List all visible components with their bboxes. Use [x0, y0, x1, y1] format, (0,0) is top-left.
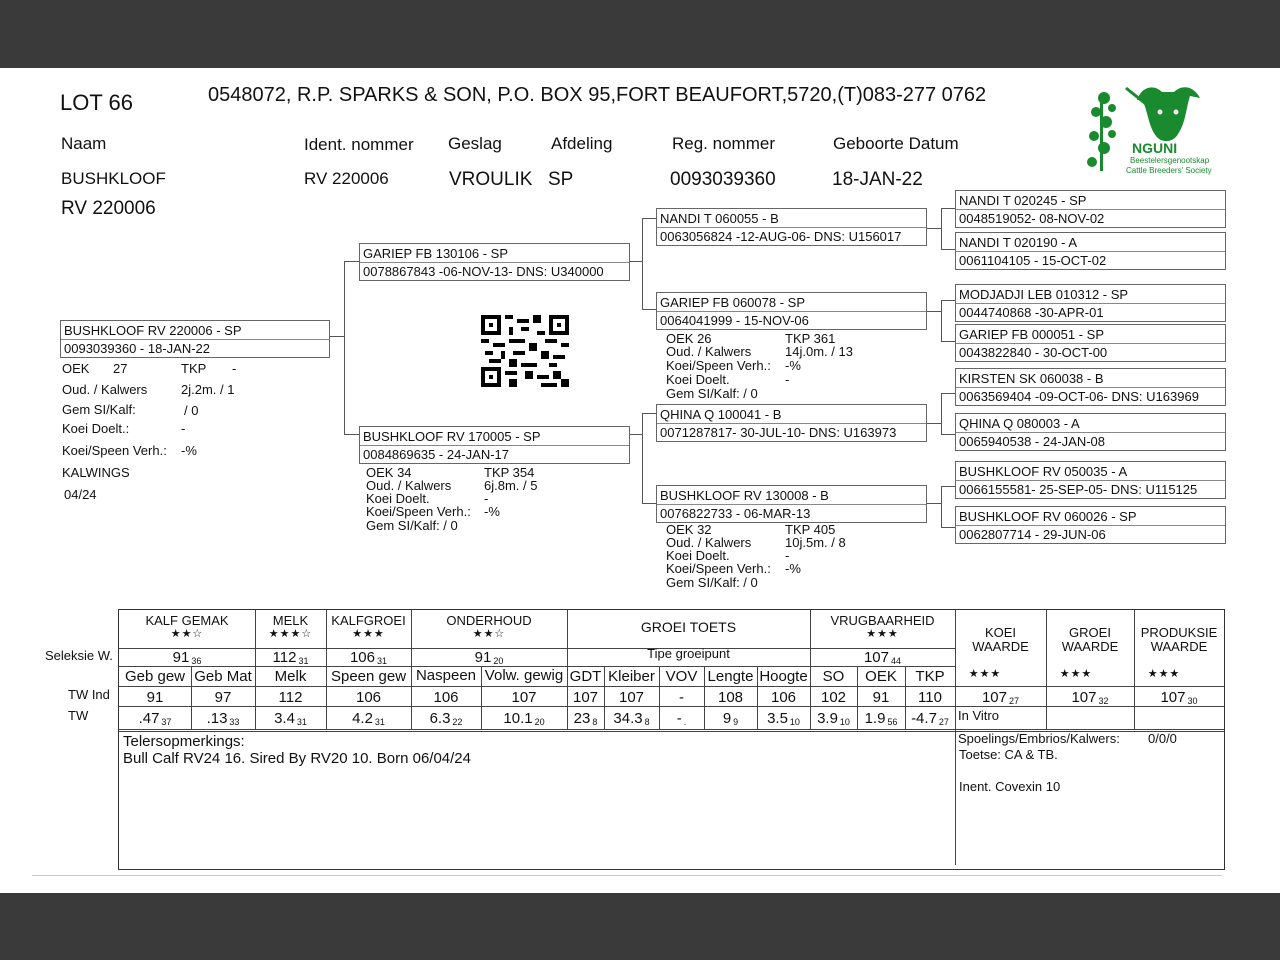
- gg-1-line1: NANDI T 020245 - SP: [959, 193, 1087, 208]
- ds-box: [656, 404, 927, 442]
- produksie-waarde-value: 107 $_{30}$: [1160, 689, 1198, 706]
- label-geslag: Geslag: [448, 134, 502, 153]
- label-naam: Naam: [61, 134, 107, 153]
- lot-number: LOT 66: [60, 90, 133, 115]
- sd-tkp: TKP 361: [785, 331, 836, 346]
- gg-box-5: [955, 368, 1226, 406]
- dam-speen: -%: [484, 504, 500, 519]
- dam-koei-label: Koei Doelt.: [366, 491, 430, 506]
- col-gdt: GDT: [569, 668, 602, 685]
- tw-10: 3.5 $_{10}$: [767, 710, 800, 727]
- twind-12: 91: [872, 689, 890, 706]
- col-tkp: TKP: [915, 668, 945, 685]
- gg-2-line1: NANDI T 020190 - A: [959, 235, 1078, 250]
- dam-oud-label: Oud. / Kalwers: [366, 478, 452, 493]
- twind-3: 106: [355, 689, 382, 706]
- value-reg: 0093039360: [670, 169, 776, 190]
- groei-waarde-stars: ★★★: [1059, 668, 1093, 680]
- twind-1: 97: [214, 689, 232, 706]
- hd-vrugbaarheid: VRUGBAARHEID ★★★: [830, 613, 935, 641]
- dd-gem: Gem SI/Kalf: / 0: [666, 575, 758, 590]
- col-vov: VOV: [665, 668, 698, 685]
- animal-oud-label: Oud. / Kalwers: [62, 382, 148, 397]
- tw-7: 34.3 $_8$: [613, 710, 650, 727]
- tw-8: - $_.$: [676, 710, 687, 727]
- gg-box-2: [955, 232, 1226, 270]
- col-melk: Melk: [274, 668, 307, 685]
- produksie-waarde-stars: ★★★: [1147, 668, 1181, 680]
- animal-oek: 27: [113, 361, 128, 376]
- tw-11: 3.9 $_{10}$: [817, 710, 850, 727]
- koei-waarde-stars: ★★★: [968, 668, 1002, 680]
- notes-text: Bull Calf RV24 16. Sired By RV20 10. Born 06/04/24: [123, 750, 471, 767]
- sel-kalf: 91 $_{36}$: [172, 649, 202, 666]
- tipe-groeipunt: Tipe groeipunt: [647, 646, 730, 661]
- tw-2: 3.4 $_{31}$: [274, 710, 307, 727]
- ss-line1: NANDI T 060055 - B: [660, 211, 779, 226]
- spoel-value: 0/0/0: [1148, 731, 1177, 746]
- gg-7-line1: BUSHKLOOF RV 050035 - A: [959, 464, 1128, 479]
- hd-groei-waarde: GROEI WAARDE: [1061, 625, 1119, 655]
- dam-gem: Gem SI/Kalf: / 0: [366, 518, 458, 533]
- animal-kalwings-label: KALWINGS: [62, 465, 130, 480]
- bottom-dark-band: [0, 893, 1280, 960]
- twind-13: 110: [918, 689, 942, 706]
- animal-line2: 0093039360 - 18-JAN-22: [64, 341, 210, 356]
- gg-box-6: [955, 413, 1226, 451]
- animal-oud: 2j.2m. / 1: [181, 382, 235, 397]
- dam-line2: 0084869635 - 24-JAN-17: [363, 447, 509, 462]
- tw-4: 6.3 $_{22}$: [429, 710, 463, 727]
- gg-3-line1: MODJADJI LEB 010312 - SP: [959, 287, 1129, 302]
- value-naam: BUSHKLOOF: [61, 169, 166, 188]
- in-vitro: In Vitro: [958, 708, 999, 723]
- hd-kalfgroei: KALFGROEI ★★★: [331, 613, 406, 641]
- sel-onderhoud: 91 $_{20}$: [474, 649, 504, 666]
- ebv-table: [118, 609, 1225, 870]
- lot-sheet: [0, 68, 1280, 893]
- twind-11: 102: [820, 689, 847, 706]
- spoel-label: Spoelings/Embrios/Kalwers:: [958, 731, 1120, 746]
- animal-gem-label: Gem SI/Kalf:: [62, 402, 136, 417]
- animal-koei-label: Koei Doelt.:: [62, 421, 130, 436]
- tw-0: .47 $_{37}$: [138, 710, 172, 727]
- animal-tkp-label: TKP: [181, 361, 207, 376]
- dam-box: [359, 426, 630, 464]
- gg-8-line1: BUSHKLOOF RV 060026 - SP: [959, 509, 1137, 524]
- gg-8-line2: 0062807714 - 29-JUN-06: [959, 527, 1106, 542]
- twind-5: 107: [511, 689, 537, 706]
- twind-9: 108: [717, 689, 744, 706]
- hd-onderhoud: ONDERHOUD ★★☆: [446, 613, 532, 641]
- tw-3: 4.2 $_{31}$: [352, 710, 385, 727]
- sel-vrug: 107 $_{44}$: [863, 649, 902, 666]
- gg-6-line1: QHINA Q 080003 - A: [959, 416, 1080, 431]
- value-ident: RV 220006: [304, 169, 389, 188]
- twind-8: -: [679, 689, 684, 706]
- gg-box-7: [955, 461, 1226, 499]
- gg-5-line2: 0063569404 -09-OCT-06- DNS: U163969: [959, 389, 1199, 404]
- ds-line2: 0071287817- 30-JUL-10- DNS: U163973: [660, 425, 897, 440]
- twind-4: 106: [433, 689, 459, 706]
- sd-speen-label: Koei/Speen Verh.:: [666, 358, 771, 373]
- dd-koei: -: [785, 548, 790, 563]
- dd-oud-label: Oud. / Kalwers: [666, 535, 752, 550]
- animal-gem: / 0: [184, 403, 199, 418]
- owner-line: 0548072, R.P. SPARKS & SON, P.O. BOX 95,FORT BEAUFORT,5720,(T)083-277 0762: [208, 84, 987, 106]
- gg-5-line1: KIRSTEN SK 060038 - B: [959, 371, 1104, 386]
- ss-box: [656, 208, 927, 246]
- tw-6: 23 $_8$: [573, 710, 598, 727]
- label-reg: Reg. nommer: [672, 134, 775, 153]
- dd-tkp: TKP 405: [785, 522, 836, 537]
- groei-waarde-value: 107 $_{32}$: [1071, 689, 1109, 706]
- dam-oud: 6j.8m. / 5: [484, 478, 538, 493]
- gg-4-line1: GARIEP FB 000051 - SP: [959, 327, 1104, 342]
- sd-oud-label: Oud. / Kalwers: [666, 344, 752, 359]
- col-naspeen: Naspeen: [415, 667, 477, 684]
- sd-box: [656, 292, 927, 330]
- col-kleiber: Kleiber: [608, 668, 655, 685]
- row-label-twind: TW Ind: [68, 687, 110, 702]
- ident-repeat: RV 220006: [61, 198, 156, 219]
- gg-7-line2: 0066155581- 25-SEP-05- DNS: U115125: [959, 482, 1198, 497]
- dd-line2: 0076822733 - 06-MAR-13: [660, 506, 811, 521]
- value-afdeling: SP: [548, 169, 574, 190]
- twind-2: 112: [278, 689, 303, 706]
- dam-tkp: TKP 354: [484, 465, 535, 480]
- animal-tkp: -: [232, 361, 237, 376]
- sd-oek: OEK 26: [666, 331, 712, 346]
- tw-12: 1.9 $_{56}$: [864, 710, 898, 727]
- sd-gem: Gem SI/Kalf: / 0: [666, 386, 758, 401]
- logo-text: NGUNI: [1132, 140, 1178, 156]
- gg-6-line2: 0065940538 - 24-JAN-08: [959, 434, 1105, 449]
- sd-oud: 14j.0m. / 13: [785, 344, 853, 359]
- row-label-seleksie: Seleksie W.: [45, 648, 113, 663]
- hd-koei-waarde: KOEI WAARDE: [972, 625, 1029, 655]
- ds-line1: QHINA Q 100041 - B: [660, 407, 782, 422]
- dam-oek: OEK 34: [366, 465, 412, 480]
- dd-box: [656, 485, 927, 523]
- animal-speen: -%: [181, 443, 197, 458]
- twind-6: 107: [572, 689, 599, 706]
- gg-box-1: [955, 190, 1226, 228]
- label-ident: Ident. nommer: [304, 135, 414, 154]
- tw-5: 10.1 $_{20}$: [503, 710, 545, 727]
- gg-2-line2: 0061104105 - 15-OCT-02: [959, 253, 1107, 268]
- toetse: Toetse: CA & TB.: [959, 747, 1058, 762]
- twind-10: 106: [770, 689, 797, 706]
- sd-line1: GARIEP FB 060078 - SP: [660, 295, 805, 310]
- dam-speen-label: Koei/Speen Verh.:: [366, 504, 471, 519]
- koei-waarde-value: 107 $_{27}$: [981, 689, 1020, 706]
- notes-label: Telersopmerkings:: [123, 733, 245, 750]
- logo-sub1: Beestelersgenootskap: [1130, 156, 1210, 165]
- col-speen-gew: Speen gew: [330, 668, 407, 685]
- dd-koei-label: Koei Doelt.: [666, 548, 730, 563]
- sel-kalfgroei: 106 $_{31}$: [349, 649, 388, 666]
- dd-oek: OEK 32: [666, 522, 712, 537]
- nguni-logo: [1082, 78, 1212, 180]
- sire-line2: 0078867843 -06-NOV-13- DNS: U340000: [363, 264, 604, 279]
- gg-4-line2: 0043822840 - 30-OCT-00: [959, 345, 1108, 360]
- hd-produksie-waarde: PRODUKSIE WAARDE: [1140, 625, 1218, 655]
- gg-3-line2: 0044740868 -30-APR-01: [959, 305, 1104, 320]
- top-dark-band: [0, 0, 1280, 68]
- gg-box-8: [955, 506, 1226, 544]
- animal-line1: BUSHKLOOF RV 220006 - SP: [64, 323, 242, 338]
- sd-speen: -%: [785, 358, 801, 373]
- label-geboorte: Geboorte Datum: [833, 134, 959, 153]
- row-label-tw: TW: [68, 708, 89, 723]
- animal-koei: -: [181, 421, 186, 436]
- hd-groei-toets: GROEI TOETS: [640, 619, 737, 635]
- qr-code: [481, 314, 569, 388]
- label-afdeling: Afdeling: [551, 134, 613, 153]
- value-geslag: VROULIK: [449, 169, 533, 190]
- tw-1: .13 $_{33}$: [206, 710, 240, 727]
- sd-koei: -: [785, 372, 790, 387]
- twind-7: 107: [618, 689, 645, 706]
- sire-box: [359, 243, 630, 281]
- animal-kalwings: 04/24: [64, 487, 97, 502]
- animal-oek-label: OEK: [62, 361, 90, 376]
- footer-rule: [32, 875, 1222, 876]
- sd-koei-label: Koei Doelt.: [666, 372, 730, 387]
- dam-koei: -: [484, 491, 489, 506]
- hd-kalf-gemak: KALF GEMAK ★★☆: [145, 613, 229, 641]
- tw-9: 9 $_9$: [722, 710, 739, 727]
- value-geboorte: 18-JAN-22: [832, 169, 923, 190]
- hd-melk: MELK ★★★☆: [268, 613, 313, 641]
- tw-13: -4.7 $_{27}$: [911, 710, 949, 727]
- col-geb-gew: Geb gew: [124, 668, 186, 685]
- col-hoogte: Hoogte: [759, 668, 808, 685]
- inent: Inent. Covexin 10: [959, 779, 1061, 794]
- gg-box-3: [955, 284, 1226, 322]
- gg-box-4: [955, 324, 1226, 362]
- sire-line1: GARIEP FB 130106 - SP: [363, 246, 508, 261]
- col-lengte: Lengte: [707, 668, 754, 685]
- col-volw-gewig: Volw. gewig: [484, 667, 564, 684]
- dd-speen: -%: [785, 561, 801, 576]
- animal-box: [60, 320, 330, 358]
- dam-line1: BUSHKLOOF RV 170005 - SP: [363, 429, 541, 444]
- sel-melk: 112 $_{31}$: [272, 649, 309, 666]
- dd-oud: 10j.5m. / 8: [785, 535, 846, 550]
- ss-line2: 0063056824 -12-AUG-06- DNS: U156017: [660, 229, 902, 244]
- dd-speen-label: Koei/Speen Verh.:: [666, 561, 771, 576]
- sd-line2: 0064041999 - 15-NOV-06: [660, 313, 809, 328]
- twind-0: 91: [146, 689, 164, 706]
- animal-speen-label: Koei/Speen Verh.:: [62, 443, 167, 458]
- col-oek: OEK: [865, 668, 897, 685]
- dd-line1: BUSHKLOOF RV 130008 - B: [660, 488, 829, 503]
- gg-1-line2: 0048519052- 08-NOV-02: [959, 211, 1105, 226]
- logo-sub2: Cattle Breeders' Society: [1126, 166, 1212, 175]
- col-so: SO: [822, 668, 845, 685]
- col-geb-mat: Geb Mat: [194, 668, 252, 685]
